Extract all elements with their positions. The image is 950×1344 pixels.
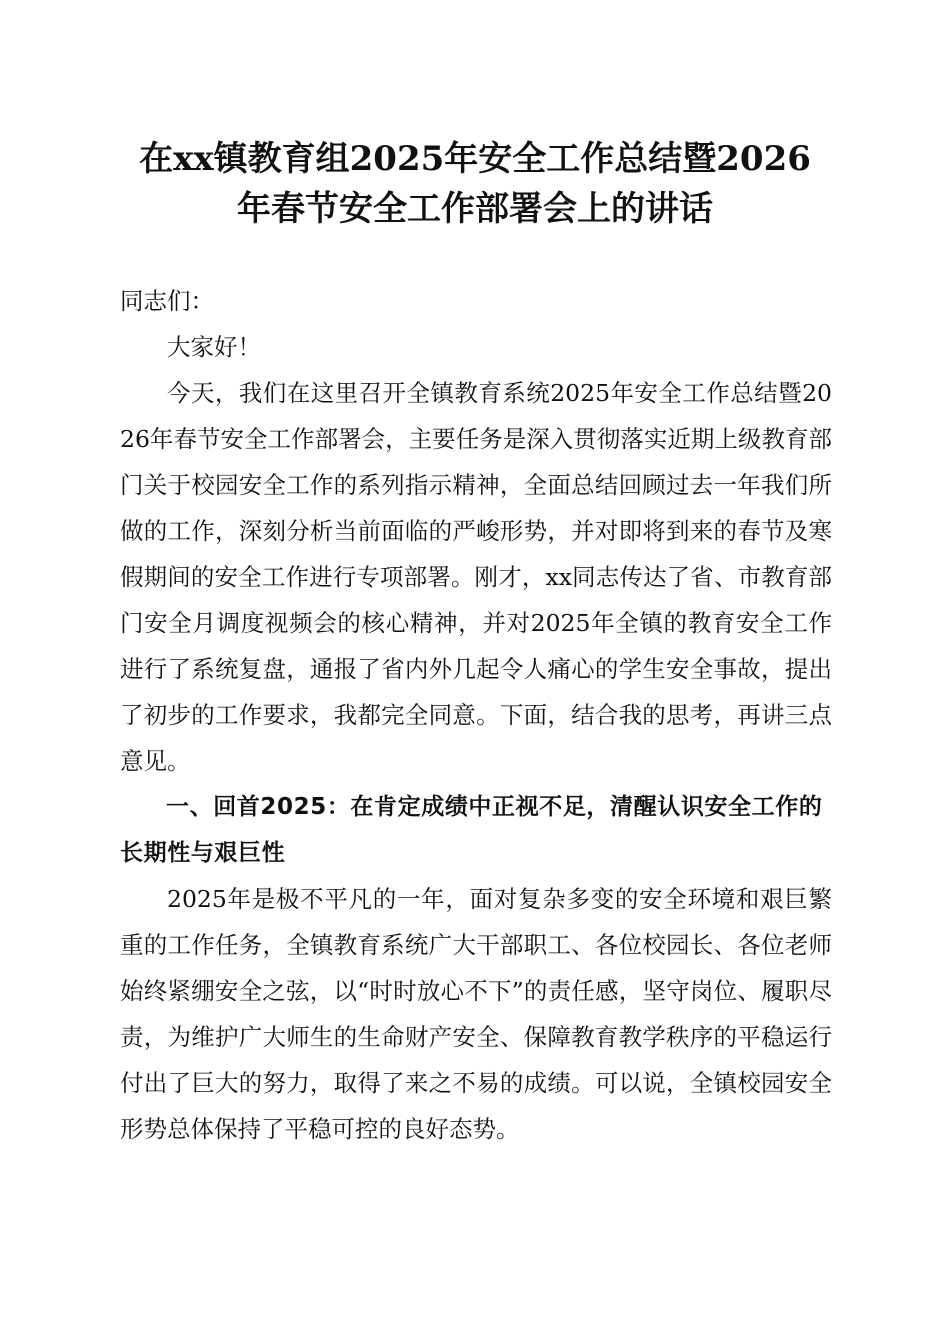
document-body [120, 278, 832, 1152]
section-paragraph-1: 2025年是极不平凡的一年，面对复杂多变的安全环境和艰巨繁重的工作任务，全镇教育系统广大干部职工、各位校园长、各位老师始终紧绷安全之弦，以“时时放心不下”的责任感，坚守岗位、履职尽责，为维护广大师生的生命财产安全、保障教育教学秩序的平稳运行付出了巨大的努力，取得了来之不易的成绩。可以说，全镇校园安全形势总体保持了平稳可控的良好态势。 [120, 885, 832, 1143]
salutation: 同志们： [120, 287, 214, 315]
intro-paragraph: 今天，我们在这里召开全镇教育系统2025年安全工作总结暨2026年春节安全工作部署会，主要任务是深入贯彻落实近期上级教育部门关于校园安全工作的系列指示精神，全面总结回顾过去一年我们所做的工作，深刻分析当前面临的严峻形势，并对即将到来的春节及寒假期间的安全工作进行专项部署。刚才，xx同志传达了省、市教育部门安全月调度视频会的核心精神，并对2025年全镇的教育安全工作进行了系统复盘，通报了省内外几起令人痛心的学生安全事故，提出了初步的工作要求，我都完全同意。下面，结合我的思考，再讲三点意见。 [120, 379, 832, 775]
document-title [120, 134, 830, 234]
title-line-1: 在xx镇教育组2025年安全工作总结暨2026 [139, 139, 811, 179]
greeting: 大家好！ [167, 333, 261, 361]
section-heading-1: 一、回首2025：在肯定成绩中正视不足，清醒认识安全工作的长期性与艰巨性 [120, 794, 823, 866]
title-line-2: 年春节安全工作部署会上的讲话 [237, 189, 713, 229]
